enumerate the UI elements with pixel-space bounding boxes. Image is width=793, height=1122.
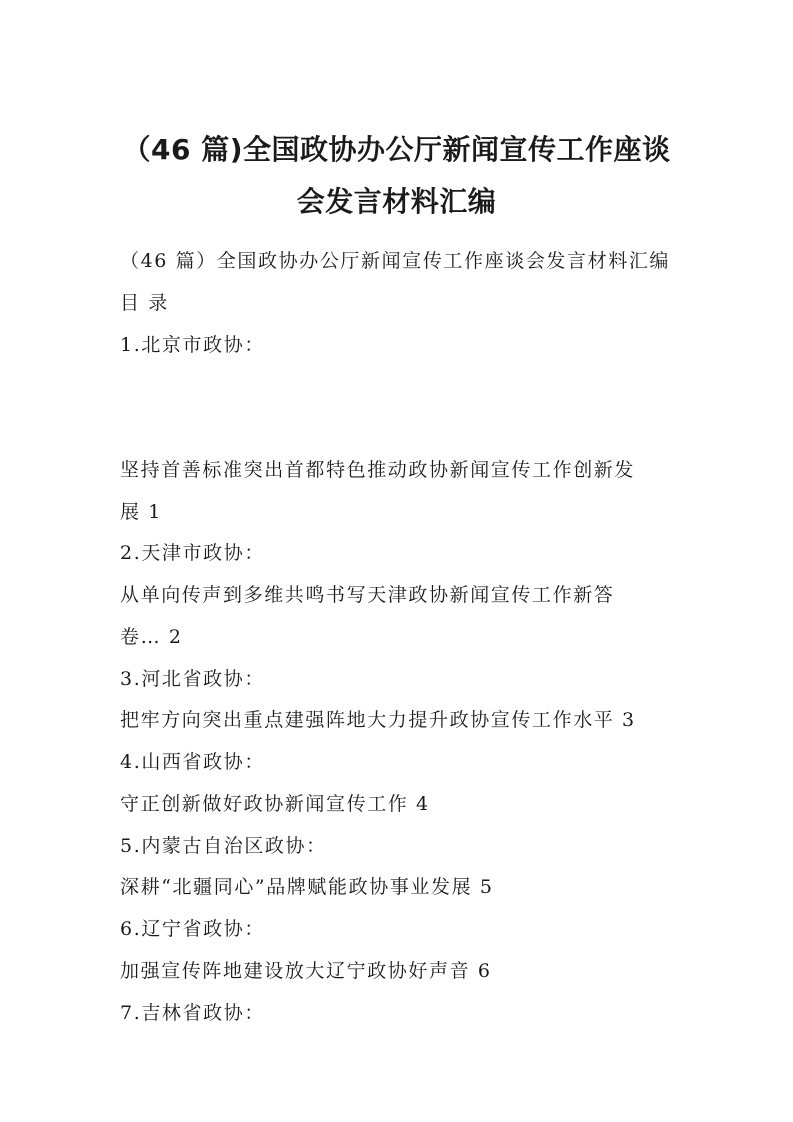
toc-section-1: 1.北京市政协：: [120, 334, 265, 356]
toc-section-4: 4.山西省政协：: [120, 751, 265, 773]
toc-heading: 目 录: [120, 292, 169, 314]
toc-entry-2-line-1: 从单向传声到多维共鸣书写天津政协新闻宣传工作新答: [120, 584, 615, 606]
toc-section-2: 2.天津市政协：: [120, 542, 265, 564]
document-title-line-2: 会发言材料汇编: [296, 185, 497, 218]
toc-section-6: 6.辽宁省政协：: [120, 918, 265, 940]
document-title: [100, 124, 693, 228]
toc-entry-5: 深耕“北疆同心”品牌赋能政协事业发展 5: [120, 876, 494, 898]
toc-entry-1-line-1: 坚持首善标准突出首都特色推动政协新闻宣传工作创新发: [120, 459, 636, 481]
toc-entry-3: 把牢方向突出重点建强阵地大力提升政协宣传工作水平 3: [120, 709, 636, 731]
document-subtitle: （46 篇）全国政协办公厅新闻宣传工作座谈会发言材料汇编: [120, 250, 671, 272]
toc-entry-6: 加强宣传阵地建设放大辽宁政协好声音 6: [120, 960, 492, 982]
toc-entry-4: 守正创新做好政协新闻宣传工作 4: [120, 793, 430, 815]
toc-entry-2-line-2: 卷… 2: [120, 626, 183, 648]
toc-section-3: 3.河北省政协：: [120, 668, 265, 690]
toc-section-5: 5.内蒙古自治区政协：: [120, 835, 327, 857]
toc-section-7: 7.吉林省政协：: [120, 1002, 265, 1024]
toc-entry-1-line-2: 展 1: [120, 501, 162, 523]
document-title-line-1: （46 篇)全国政协办公厅新闻宣传工作座谈: [122, 133, 671, 166]
